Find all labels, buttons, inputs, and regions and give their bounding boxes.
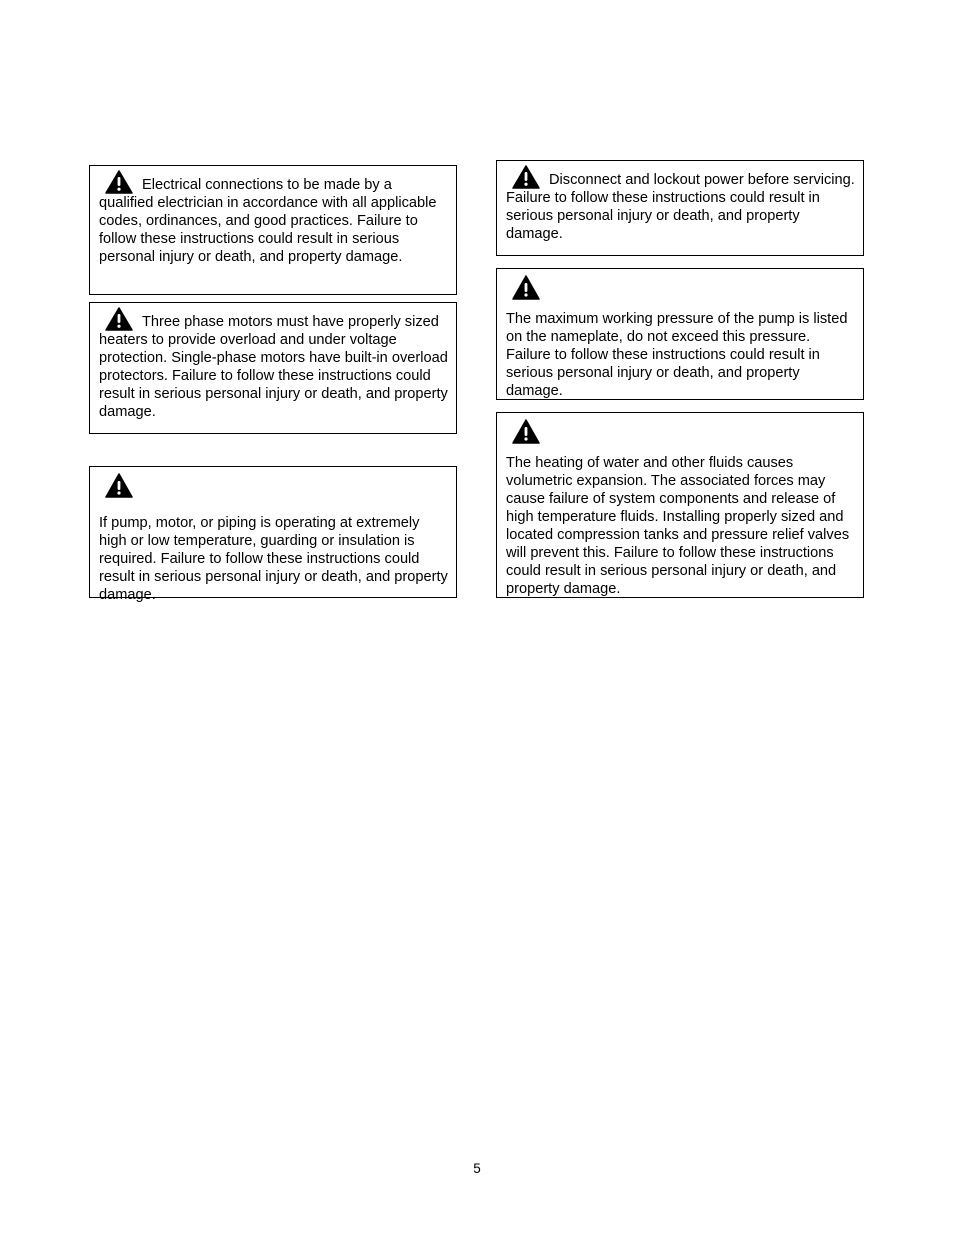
warning-triangle-icon: [512, 417, 540, 445]
warning-triangle-icon: [512, 273, 540, 301]
page-number: 5: [473, 1161, 481, 1176]
warning-triangle-icon: [105, 170, 133, 194]
warning-text: Electrical connections to be made by a qualified electrician in accordance with all applicable codes, ordinances, and good practices. Failure to follow these instructions could result in serious personal injury or death, and property damage.: [99, 177, 437, 265]
warning-triangle-icon: [512, 165, 540, 189]
warning-box-disconnect: [496, 160, 864, 256]
warning-box-expansion: [496, 412, 864, 598]
warning-text: Disconnect and lockout power before servicing. Failure to follow these instructions could result in serious personal injury or death, and property damage.: [506, 172, 855, 242]
warning-box-pressure: [496, 268, 864, 400]
warning-text: The maximum working pressure of the pump is listed on the nameplate, do not exceed this pressure. Failure to follow these instructions could result in serious personal injury or death, and property damage.: [506, 311, 848, 399]
warning-triangle-icon: [105, 471, 133, 499]
warning-box-electrical: [89, 165, 457, 295]
warning-box-temperature: [89, 466, 457, 603]
warning-text: Three phase motors must have properly sized heaters to provide overload and under voltage protection. Single-phase motors have built-in overload protectors. Failure to follow these instructions could result in serious personal injury or death, and property damage.: [99, 314, 448, 420]
warning-text: The heating of water and other fluids causes volumetric expansion. The associated forces may cause failure of system components and release of high temperature fluids. Installing properly sized and located compression tanks and pressure relief valves will prevent this. Failure to follow these instructions could result in serious personal injury or death, and property damage.: [506, 455, 850, 597]
warning-triangle-icon: [105, 307, 133, 331]
warning-text: If pump, motor, or piping is operating at extremely high or low temperature, guarding or insulation is required. Failure to follow these instructions could result in serious personal injury or death, and property damage.: [99, 515, 448, 603]
warning-box-three-phase: [89, 302, 457, 434]
